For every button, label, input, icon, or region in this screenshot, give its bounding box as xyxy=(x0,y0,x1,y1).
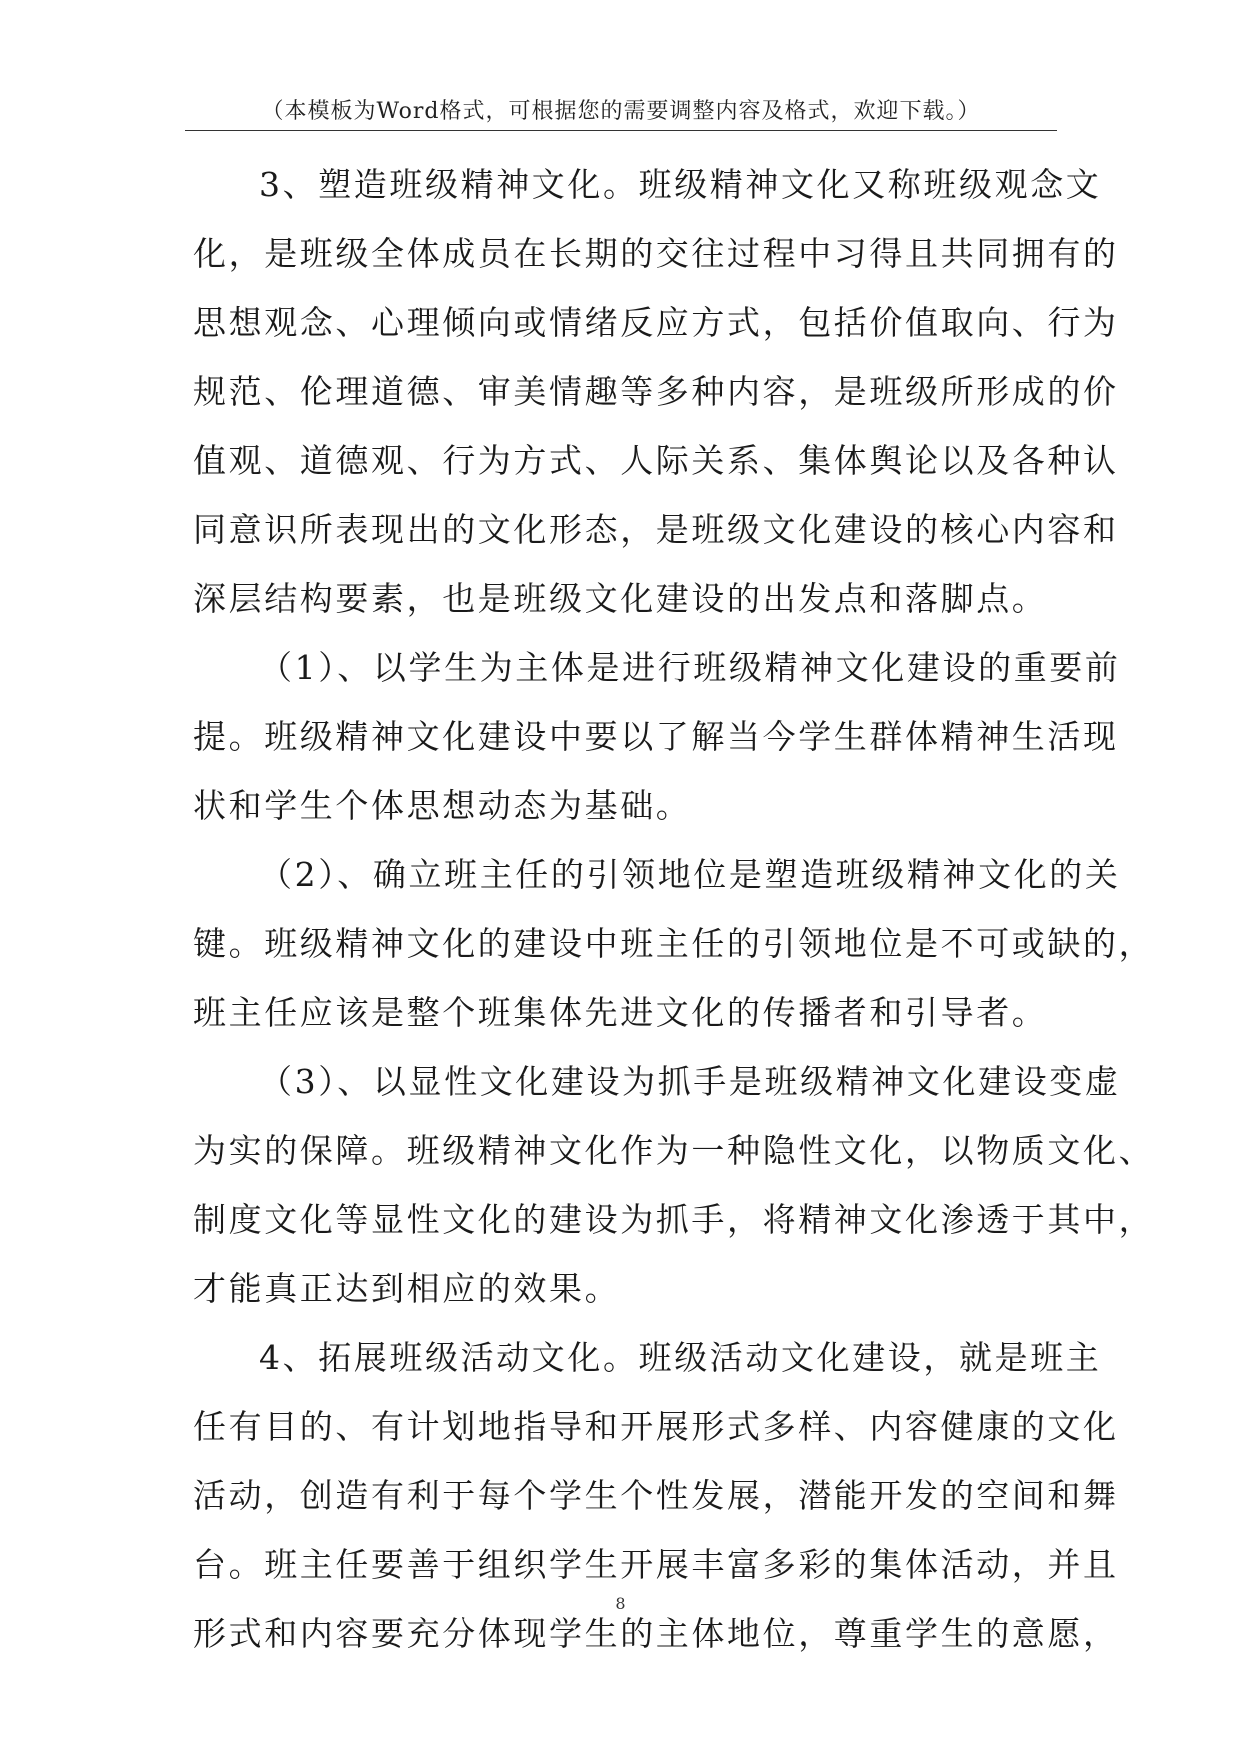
body-text xyxy=(193,150,1155,1668)
page-number: 8 xyxy=(615,1594,626,1613)
paragraph-line: 任有目的、有计划地指导和开展形式多样、内容健康的文化 xyxy=(193,1407,1119,1446)
paragraph-line: 状和学生个体思想动态为基础。 xyxy=(193,786,692,825)
paragraph-line: 台。班主任要善于组织学生开展丰富多彩的集体活动，并且 xyxy=(193,1545,1119,1584)
paragraph-line: （3）、以显性文化建设为抓手是班级精神文化建设变虚 xyxy=(259,1062,1121,1101)
paragraph-line: 才能真正达到相应的效果。 xyxy=(193,1269,621,1308)
paragraph-line: 为实的保障。班级精神文化作为一种隐性文化，以物质文化、 xyxy=(193,1131,1155,1170)
paragraph-line: 思想观念、心理倾向或情绪反应方式，包括价值取向、行为 xyxy=(193,303,1119,342)
paragraph-line: （2）、确立班主任的引领地位是塑造班级精神文化的关 xyxy=(259,855,1121,894)
paragraph-line: 班主任应该是整个班集体先进文化的传播者和引导者。 xyxy=(193,993,1048,1032)
paragraph-line: 深层结构要素，也是班级文化建设的出发点和落脚点。 xyxy=(193,579,1048,618)
paragraph-line: 键。班级精神文化的建设中班主任的引领地位是不可或缺的， xyxy=(193,924,1155,963)
paragraph-line: 值观、道德观、行为方式、人际关系、集体舆论以及各种认 xyxy=(193,441,1119,480)
paragraph-line: 活动，创造有利于每个学生个性发展，潜能开发的空间和舞 xyxy=(193,1476,1119,1515)
paragraph-line: 提。班级精神文化建设中要以了解当今学生群体精神生活现 xyxy=(193,717,1119,756)
paragraph-line: （1）、以学生为主体是进行班级精神文化建设的重要前 xyxy=(259,648,1121,687)
header-note: （本模板为Word格式，可根据您的需要调整内容及格式，欢迎下载。） xyxy=(261,99,981,124)
paragraph-line: 形式和内容要充分体现学生的主体地位，尊重学生的意愿， xyxy=(193,1614,1119,1653)
paragraph-line: 制度文化等显性文化的建设为抓手，将精神文化渗透于其中， xyxy=(193,1200,1155,1239)
paragraph-line: 化，是班级全体成员在长期的交往过程中习得且共同拥有的 xyxy=(193,234,1119,273)
paragraph-line: 4、拓展班级活动文化。班级活动文化建设，就是班主 xyxy=(259,1338,1102,1377)
paragraph-line: 3、塑造班级精神文化。班级精神文化又称班级观念文 xyxy=(259,165,1102,204)
header-divider xyxy=(185,130,1057,131)
paragraph-line: 规范、伦理道德、审美情趣等多种内容，是班级所形成的价 xyxy=(193,372,1119,411)
paragraph-line: 同意识所表现出的文化形态，是班级文化建设的核心内容和 xyxy=(193,510,1119,549)
